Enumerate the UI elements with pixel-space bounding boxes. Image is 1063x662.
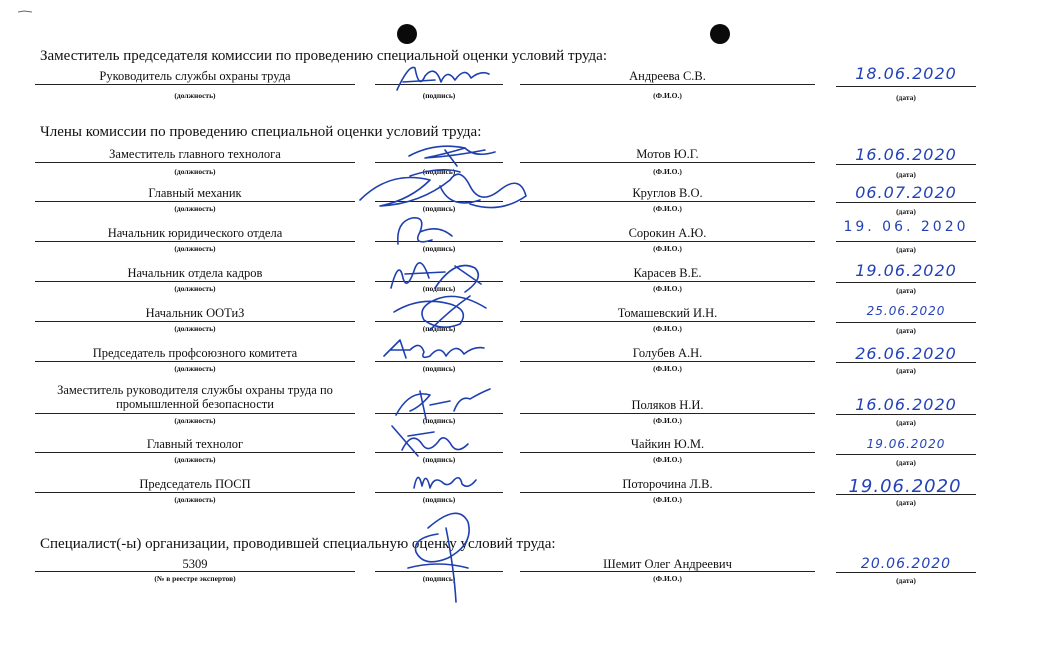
date-line <box>836 202 976 203</box>
registry-line <box>35 571 355 572</box>
fio-caption: (Ф.И.О.) <box>653 284 682 293</box>
fio-caption: (Ф.И.О.) <box>653 416 682 425</box>
signature-caption: (подпись) <box>422 204 456 213</box>
member-position: Начальник ООТиЗ <box>145 306 245 320</box>
date-caption: (дата) <box>896 458 916 467</box>
fio-line <box>520 241 815 242</box>
member-position: Заместитель руководителя службы охраны труда по промышленной безопасности <box>57 383 333 411</box>
date-line <box>836 282 976 283</box>
signature-caption: (подпись) <box>422 91 456 100</box>
member-name: Мотов Ю.Г. <box>636 147 699 161</box>
member-name: Круглов В.О. <box>632 186 703 200</box>
fio-caption: (Ф.И.О.) <box>653 204 682 213</box>
member-position: Начальник юридического отдела <box>107 226 283 240</box>
date-caption: (дата) <box>896 207 916 216</box>
specialist-name: Шемит Олег Андреевич <box>603 557 732 571</box>
member-signature <box>380 336 490 366</box>
fio-line <box>520 571 815 572</box>
fio-caption: (Ф.И.О.) <box>653 455 682 464</box>
registry-number: 5309 <box>182 557 208 571</box>
fio-caption: (Ф.И.О.) <box>653 91 682 100</box>
date-line <box>836 454 976 455</box>
member-position: Заместитель главного технолога <box>109 147 281 161</box>
member-name: Поторочина Л.В. <box>622 477 713 491</box>
date-caption: (дата) <box>896 576 916 585</box>
fio-caption: (Ф.И.О.) <box>653 167 682 176</box>
date-line <box>836 494 976 495</box>
member-signature <box>390 290 500 335</box>
date-line <box>836 322 976 323</box>
position-line <box>35 492 355 493</box>
member-position: Главный технолог <box>146 437 244 451</box>
date-line <box>836 86 976 87</box>
member-signature <box>388 420 478 462</box>
position-caption: (должность) <box>174 495 216 504</box>
position-caption: (должность) <box>174 416 216 425</box>
specialists-heading: Специалист(-ы) организации, проводившей специальную оценку условий труда: <box>40 536 556 552</box>
members-heading: Члены комиссии по проведению специальной оценки условий труда: <box>40 124 482 140</box>
member-name: Томашевский И.Н. <box>617 306 718 320</box>
punch-hole-right <box>710 24 730 44</box>
signature-caption: (подпись) <box>422 324 456 333</box>
position-caption: (должность) <box>174 167 216 176</box>
fio-line <box>520 281 815 282</box>
punch-hole-left <box>397 24 417 44</box>
fio-line <box>520 413 815 414</box>
date-caption: (дата) <box>896 326 916 335</box>
fio-line <box>520 84 815 85</box>
position-line <box>35 321 355 322</box>
member-date: 16.06.2020 <box>855 145 957 164</box>
position-line <box>35 162 355 163</box>
date-caption: (дата) <box>896 245 916 254</box>
position-caption: (должность) <box>174 455 216 464</box>
member-signature <box>390 385 500 425</box>
date-line <box>836 572 976 573</box>
position-caption: (должность) <box>174 204 216 213</box>
position-caption: (должность) <box>174 91 216 100</box>
position-caption: (должность) <box>174 244 216 253</box>
position-line <box>35 201 355 202</box>
signature-caption: (подпись) <box>422 574 456 583</box>
position-caption: (должность) <box>174 324 216 333</box>
position-caption: (должность) <box>174 364 216 373</box>
position-line <box>35 84 355 85</box>
member-date: 19.06.2020 <box>866 437 946 451</box>
member-position: Главный механик <box>148 186 242 200</box>
member-name: Поляков Н.И. <box>631 398 704 412</box>
member-date: 26.06.2020 <box>855 344 957 363</box>
date-caption: (дата) <box>896 170 916 179</box>
date-caption: (дата) <box>896 286 916 295</box>
member-name: Чайкин Ю.М. <box>630 437 705 451</box>
fio-caption: (Ф.И.О.) <box>653 495 682 504</box>
scan-mark <box>18 10 32 13</box>
fio-line <box>520 361 815 362</box>
fio-line <box>520 162 815 163</box>
date-caption: (дата) <box>896 366 916 375</box>
member-position: Председатель ПОСП <box>139 477 251 491</box>
signature-caption: (подпись) <box>422 455 456 464</box>
member-name: Голубев А.Н. <box>632 346 703 360</box>
member-date: 19.06.2020 <box>855 261 957 280</box>
member-date: 19.06.2020 <box>848 476 962 497</box>
fio-caption: (Ф.И.О.) <box>653 244 682 253</box>
signature-caption: (подпись) <box>422 364 456 373</box>
fio-caption: (Ф.И.О.) <box>653 364 682 373</box>
member-position: Начальник отдела кадров <box>127 266 263 280</box>
member-position: Председатель профсоюзного комитета <box>92 346 298 360</box>
date-caption: (дата) <box>896 498 916 507</box>
date-line <box>836 414 976 415</box>
position-line <box>35 452 355 453</box>
registry-caption: (№ в реестре экспертов) <box>154 574 236 583</box>
date-line <box>836 241 976 242</box>
fio-line <box>520 492 815 493</box>
member-date: 06.07.2020 <box>855 183 957 202</box>
member-name: Карасев В.Е. <box>633 266 702 280</box>
member-date: 16.06.2020 <box>855 395 957 414</box>
chair-position: Руководитель службы охраны труда <box>99 69 291 83</box>
signature-caption: (подпись) <box>422 416 456 425</box>
specialist-date: 20.06.2020 <box>860 556 952 572</box>
member-signature <box>410 466 480 494</box>
fio-caption: (Ф.И.О.) <box>653 574 682 583</box>
signature-caption: (подпись) <box>422 244 456 253</box>
date-line <box>836 164 976 165</box>
signature-caption: (подпись) <box>422 284 456 293</box>
signature-caption: (подпись) <box>422 167 456 176</box>
position-line <box>35 241 355 242</box>
member-date: 25.06.2020 <box>866 304 946 318</box>
fio-line <box>520 321 815 322</box>
position-line <box>35 361 355 362</box>
chair-name: Андреева С.В. <box>629 69 706 83</box>
member-date: 19. 06. 2020 <box>843 219 969 235</box>
chair-date: 18.06.2020 <box>855 64 957 83</box>
date-line <box>836 362 976 363</box>
chair-signature <box>395 60 495 100</box>
position-line <box>35 413 355 414</box>
member-signature <box>392 212 482 248</box>
fio-caption: (Ф.И.О.) <box>653 324 682 333</box>
specialist-signature <box>398 508 488 608</box>
position-caption: (должность) <box>174 284 216 293</box>
date-caption: (дата) <box>896 93 916 102</box>
fio-line <box>520 452 815 453</box>
member-name: Сорокин А.Ю. <box>628 226 707 240</box>
member-signature <box>350 160 530 220</box>
signature-caption: (подпись) <box>422 495 456 504</box>
fio-line <box>520 201 815 202</box>
position-line <box>35 281 355 282</box>
date-caption: (дата) <box>896 418 916 427</box>
chair-heading: Заместитель председателя комиссии по проведению специальной оценки условий труда: <box>40 48 608 64</box>
